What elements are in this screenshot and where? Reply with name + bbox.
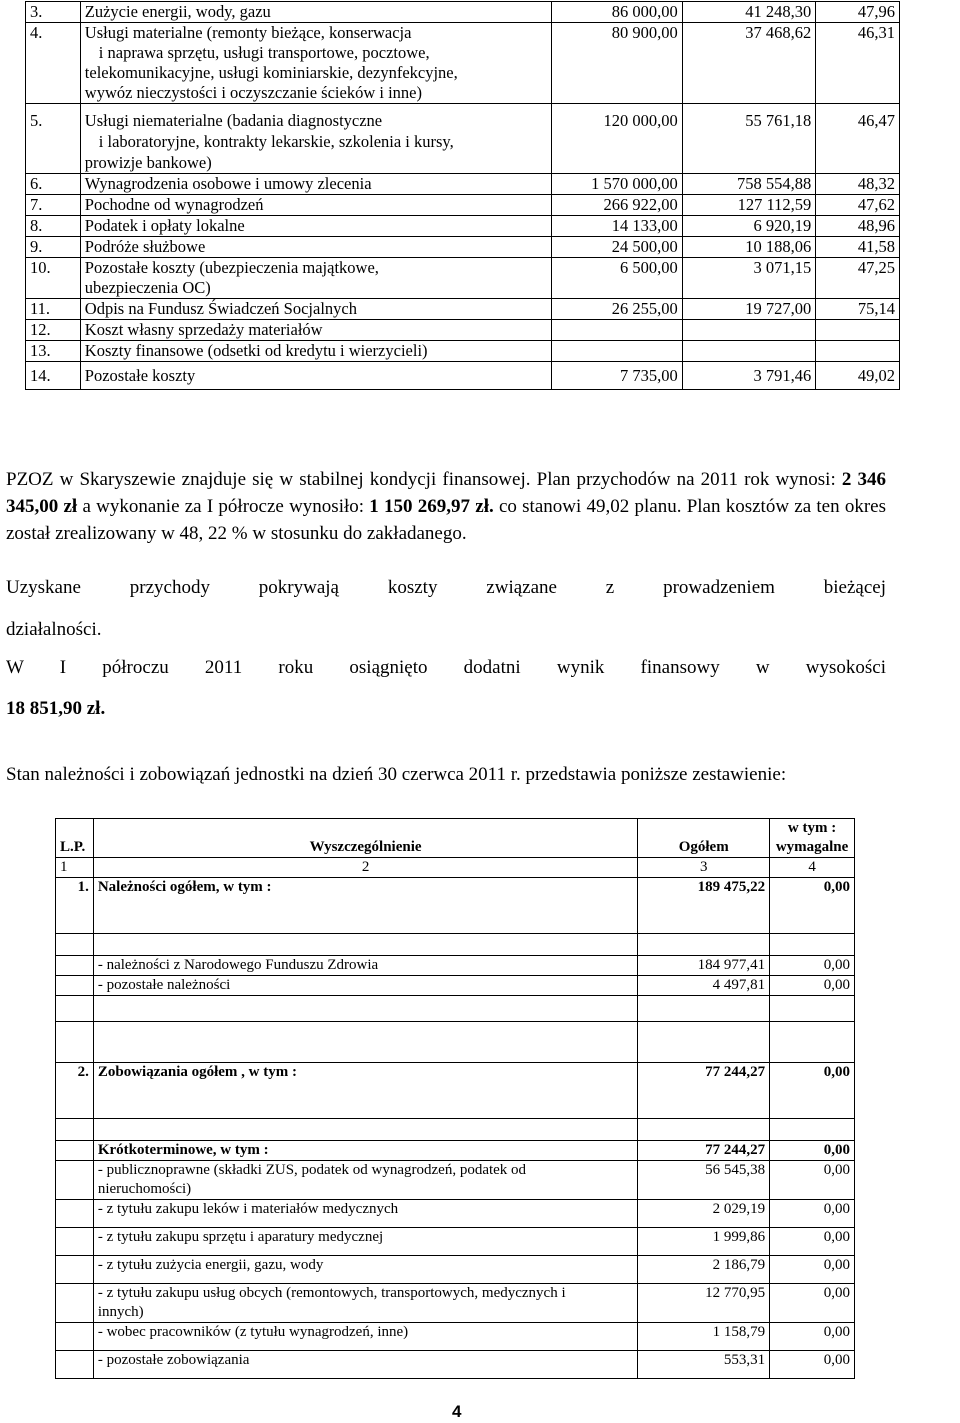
row-number: 3.	[26, 2, 81, 23]
row-lp	[56, 976, 94, 996]
pct-value	[816, 341, 900, 362]
col-number: 1	[56, 858, 94, 878]
plan-value: 266 922,00	[552, 195, 683, 216]
header-included: w tym : wymagalne	[770, 819, 855, 858]
row-total: 553,31	[638, 1351, 770, 1379]
plan-value: 24 500,00	[552, 237, 683, 258]
exec-value: 55 761,18	[682, 104, 816, 174]
desc-line: telekomunikacyjne, usługi kominiarskie, dezynfekcyjne,	[84, 63, 458, 82]
row-lp: 1.	[56, 878, 94, 934]
row-included: 0,00	[770, 956, 855, 976]
row-description: - publicznoprawne (składki ZUS, podatek od wynagrodzeń, podatek od nieruchomości)	[93, 1161, 637, 1200]
row-number: 9.	[26, 237, 81, 258]
row-description: Krótkoterminowe, w tym :	[93, 1141, 637, 1161]
row-description: Zużycie energii, wody, gazu	[80, 2, 551, 23]
row-included: 0,00	[770, 1284, 855, 1323]
desc-line: prowizje bankowe)	[84, 153, 212, 172]
pct-value: 48,32	[816, 174, 900, 195]
header-lp: L.P.	[56, 819, 94, 858]
row-description: Zobowiązania ogółem , w tym :	[93, 1063, 637, 1119]
row-included: 0,00	[770, 878, 855, 934]
result-amount-value: 18 851,90 zł.	[6, 698, 106, 719]
row-total: 4 497,81	[638, 976, 770, 996]
row-number: 14.	[26, 362, 81, 390]
table-row	[56, 996, 855, 1022]
table-row	[26, 299, 900, 320]
pct-value: 75,14	[816, 299, 900, 320]
table-row	[26, 2, 900, 23]
row-total: 77 244,27	[638, 1063, 770, 1119]
header-description: Wyszczególnienie	[93, 819, 637, 858]
row-included: 0,00	[770, 1200, 855, 1228]
row-lp	[56, 1200, 94, 1228]
exec-value	[682, 320, 816, 341]
row-number: 6.	[26, 174, 81, 195]
row-description: - należności z Narodowego Funduszu Zdrowia	[93, 956, 637, 976]
row-description: Podróże służbowe	[80, 237, 551, 258]
pct-value: 46,47	[816, 104, 900, 174]
desc-line: Pozostałe koszty (ubezpieczenia majątkowe,	[84, 258, 379, 277]
row-included: 0,00	[770, 1063, 855, 1119]
row-lp: 2.	[56, 1063, 94, 1119]
row-number: 7.	[26, 195, 81, 216]
row-description: Podatek i opłaty lokalne	[80, 216, 551, 237]
table-row	[26, 23, 900, 104]
table-row	[56, 956, 855, 976]
plan-value: 86 000,00	[552, 2, 683, 23]
page-number: 4	[452, 1402, 462, 1421]
coverage-paragraph-line2: działalności.	[6, 619, 102, 640]
row-number: 12.	[26, 320, 81, 341]
text-run: PZOZ w Skaryszewie znajduje się w stabilnej kondycji finansowej. Plan przychodów na 2011 rok wynosi:	[6, 469, 842, 490]
plan-value: 14 133,00	[552, 216, 683, 237]
row-included: 0,00	[770, 1228, 855, 1256]
table-row	[56, 1063, 855, 1119]
plan-value: 120 000,00	[552, 104, 683, 174]
pct-value: 47,25	[816, 258, 900, 299]
desc-line: i laboratoryjne, kontrakty lekarskie, szkolenia i kursy,	[98, 132, 454, 151]
table-row	[26, 216, 900, 237]
row-total: 1 999,86	[638, 1228, 770, 1256]
row-description: - wobec pracowników (z tytułu wynagrodzeń, inne)	[93, 1323, 637, 1351]
plan-value	[552, 341, 683, 362]
table-row	[26, 258, 900, 299]
plan-value: 80 900,00	[552, 23, 683, 104]
row-description: - pozostałe zobowiązania	[93, 1351, 637, 1379]
row-total: 56 545,38	[638, 1161, 770, 1200]
header-total: Ogółem	[638, 819, 770, 858]
desc-line: Usługi materialne (remonty bieżące, konserwacja	[84, 23, 412, 42]
row-total: 2 029,19	[638, 1200, 770, 1228]
row-description: Koszty finansowe (odsetki od kredytu i wierzycieli)	[80, 341, 551, 362]
desc-line: wywóz nieczystości i oczyszczanie ścieków i inne)	[84, 83, 422, 102]
row-included: 0,00	[770, 1161, 855, 1200]
row-total: 2 186,79	[638, 1256, 770, 1284]
desc-line: i naprawa sprzętu, usługi transportowe, pocztowe,	[98, 43, 430, 62]
pct-value: 41,58	[816, 237, 900, 258]
table-row	[26, 237, 900, 258]
row-description	[80, 258, 551, 299]
exec-value: 3 791,46	[682, 362, 816, 390]
row-description: Należności ogółem, w tym :	[93, 878, 637, 934]
row-description: Pozostałe koszty	[80, 362, 551, 390]
row-number: 8.	[26, 216, 81, 237]
column-number-row	[56, 858, 855, 878]
row-description: Koszt własny sprzedaży materiałów	[80, 320, 551, 341]
row-lp	[56, 1228, 94, 1256]
table-row	[56, 1141, 855, 1161]
row-description: Wynagrodzenia osobowe i umowy zlecenia	[80, 174, 551, 195]
pct-value	[816, 320, 900, 341]
table-row	[56, 976, 855, 996]
exec-value: 6 920,19	[682, 216, 816, 237]
row-total: 1 158,79	[638, 1323, 770, 1351]
row-total: 77 244,27	[638, 1141, 770, 1161]
row-number: 13.	[26, 341, 81, 362]
row-description: Pochodne od wynagrodzeń	[80, 195, 551, 216]
row-number: 11.	[26, 299, 81, 320]
row-description: - pozostałe należności	[93, 976, 637, 996]
table-row	[56, 1022, 855, 1063]
table-row	[56, 1351, 855, 1379]
receivables-liabilities-table	[55, 818, 855, 1379]
row-description	[80, 104, 551, 174]
pct-value: 47,62	[816, 195, 900, 216]
table-row	[26, 195, 900, 216]
row-included: 0,00	[770, 976, 855, 996]
text-run: a wykonanie za I półrocze wynosiło:	[77, 496, 370, 517]
pct-value: 49,02	[816, 362, 900, 390]
table-row	[56, 1200, 855, 1228]
row-lp	[56, 1284, 94, 1323]
table-row	[56, 1284, 855, 1323]
table-row	[56, 1161, 855, 1200]
row-description: Odpis na Fundusz Świadczeń Socjalnych	[80, 299, 551, 320]
row-lp	[56, 1323, 94, 1351]
row-description: - z tytułu zużycia energii, gazu, wody	[93, 1256, 637, 1284]
exec-value: 19 727,00	[682, 299, 816, 320]
table-row	[56, 1323, 855, 1351]
row-included: 0,00	[770, 1323, 855, 1351]
desc-line: Usługi niematerialne (badania diagnostyczne	[84, 111, 383, 130]
costs-table	[25, 1, 900, 390]
col-number: 3	[638, 858, 770, 878]
table-row	[26, 320, 900, 341]
pct-value: 47,96	[816, 2, 900, 23]
table-row	[56, 934, 855, 956]
row-number: 4.	[26, 23, 81, 104]
table-row	[56, 1228, 855, 1256]
exec-value: 41 248,30	[682, 2, 816, 23]
exec-value: 758 554,88	[682, 174, 816, 195]
desc-line: ubezpieczenia OC)	[84, 278, 211, 297]
table-row	[56, 878, 855, 934]
row-lp	[56, 1256, 94, 1284]
exec-value: 10 188,06	[682, 237, 816, 258]
coverage-paragraph-line1: Uzyskane przychody pokrywają koszty związane z prowadzeniem bieżącej	[6, 577, 886, 598]
col-number: 4	[770, 858, 855, 878]
plan-value: 26 255,00	[552, 299, 683, 320]
pct-value: 48,96	[816, 216, 900, 237]
row-lp	[56, 1351, 94, 1379]
plan-value: 6 500,00	[552, 258, 683, 299]
table-row	[26, 362, 900, 390]
plan-value: 1 570 000,00	[552, 174, 683, 195]
plan-value: 7 735,00	[552, 362, 683, 390]
table-row	[56, 1256, 855, 1284]
exec-value: 127 112,59	[682, 195, 816, 216]
row-total: 189 475,22	[638, 878, 770, 934]
row-number: 10.	[26, 258, 81, 299]
row-total: 184 977,41	[638, 956, 770, 976]
row-number: 5.	[26, 104, 81, 174]
row-total: 12 770,95	[638, 1284, 770, 1323]
exec-value: 3 071,15	[682, 258, 816, 299]
summary-paragraph	[6, 466, 886, 547]
revenue-exec-amount: 1 150 269,97 zł.	[369, 496, 494, 517]
table-row	[26, 104, 900, 174]
table-row	[26, 341, 900, 362]
plan-value	[552, 320, 683, 341]
text-run: co stanowi 49,02 planu. Plan kosztów za ten okres został zrealizowany w 48, 22 % w stosunku do zakładanego.	[6, 496, 887, 544]
result-paragraph-line1: W I półroczu 2011 roku osiągnięto dodatni wynik finansowy w wysokości	[6, 657, 886, 678]
table-row	[56, 1119, 855, 1141]
table-header-row	[56, 819, 855, 858]
table-row	[26, 174, 900, 195]
row-lp	[56, 1161, 94, 1200]
row-description: - z tytułu zakupu sprzętu i aparatury medycznej	[93, 1228, 637, 1256]
exec-value	[682, 341, 816, 362]
row-included: 0,00	[770, 1141, 855, 1161]
exec-value: 37 468,62	[682, 23, 816, 104]
result-amount	[6, 695, 886, 722]
row-description: - z tytułu zakupu leków i materiałów medycznych	[93, 1200, 637, 1228]
pct-value: 46,31	[816, 23, 900, 104]
row-lp	[56, 1141, 94, 1161]
row-included: 0,00	[770, 1256, 855, 1284]
row-included: 0,00	[770, 1351, 855, 1379]
statement-intro: Stan należności i zobowiązań jednostki na dzień 30 czerwca 2011 r. przedstawia poniższe zestawienie:	[6, 764, 787, 785]
revenue-plan-amount: 2 346 345,00 zł	[6, 469, 886, 517]
row-lp	[56, 956, 94, 976]
col-number: 2	[93, 858, 637, 878]
row-description	[80, 23, 551, 104]
row-description: - z tytułu zakupu usług obcych (remontowych, transportowych, medycznych i innych)	[93, 1284, 637, 1323]
